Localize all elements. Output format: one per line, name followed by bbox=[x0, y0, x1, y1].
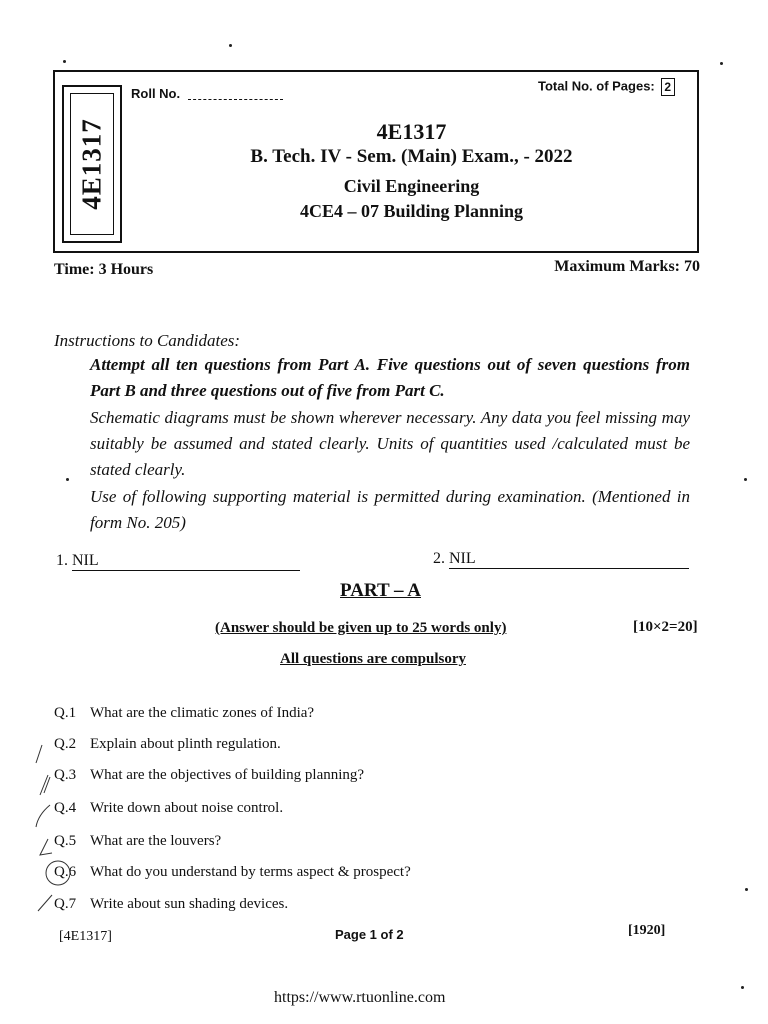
question-text: Write down about noise control. bbox=[90, 800, 284, 816]
scan-speck bbox=[66, 478, 69, 481]
scan-speck bbox=[63, 60, 66, 63]
scan-speck bbox=[744, 478, 747, 481]
question-number: Q.6 bbox=[54, 864, 77, 880]
question-text: What are the climatic zones of India? bbox=[90, 705, 315, 721]
question-4 bbox=[54, 800, 283, 817]
paper-code-box bbox=[62, 85, 122, 243]
footer-page-number: Page 1 of 2 bbox=[335, 927, 404, 942]
question-6 bbox=[54, 864, 411, 881]
roll-number-field bbox=[131, 86, 283, 101]
part-a-subtitle: (Answer should be given up to 25 words only) bbox=[215, 620, 507, 636]
paper-code: 4E1317 bbox=[376, 119, 447, 144]
question-number: Q.5 bbox=[54, 833, 77, 849]
question-text: Explain about plinth regulation. bbox=[90, 736, 281, 752]
time-allowed: Time: 3 Hours bbox=[54, 261, 154, 278]
question-number: Q.1 bbox=[54, 705, 77, 721]
instructions-supporting-material: Use of following supporting material is permitted during examination. (Mentioned in form No. 205) bbox=[90, 487, 690, 532]
total-pages bbox=[538, 78, 675, 96]
instructions-part-selection: Attempt all ten questions from Part A. Five questions out of seven questions from Part B and three questions out of five from Part C. bbox=[90, 355, 690, 400]
question-2 bbox=[54, 736, 281, 753]
question-number: Q.4 bbox=[54, 800, 77, 816]
paper-code-vertical: 4E1317 bbox=[76, 118, 107, 210]
total-pages-value: 2 bbox=[661, 78, 675, 96]
question-number: Q.3 bbox=[54, 767, 77, 783]
scan-speck bbox=[741, 986, 744, 989]
question-number: Q.2 bbox=[54, 736, 77, 752]
maximum-marks: Maximum Marks: 70 bbox=[554, 258, 700, 275]
question-5 bbox=[54, 833, 221, 850]
pen-marks bbox=[30, 735, 70, 925]
footer-url: https://www.rtuonline.com bbox=[274, 989, 446, 1006]
subject-name: 4CE4 – 07 Building Planning bbox=[299, 201, 524, 221]
material-item-2-number: 2. bbox=[433, 550, 445, 567]
scan-speck bbox=[720, 62, 723, 65]
part-a-title: PART – A bbox=[340, 580, 421, 601]
question-3 bbox=[54, 767, 364, 784]
branch-name: Civil Engineering bbox=[343, 176, 480, 196]
roll-number-label: Roll No. bbox=[131, 86, 181, 101]
question-text: What are the objectives of building planning? bbox=[90, 767, 365, 783]
footer-number: [1920] bbox=[628, 923, 666, 938]
footer-paper-code: [4E1317] bbox=[59, 929, 112, 944]
question-text: What are the louvers? bbox=[90, 833, 222, 849]
instructions-diagrams-units: Schematic diagrams must be shown wherever necessary. Any data you feel missing may suitably be assumed and stated clearly. Units of quantities used /calculated must be stated clearly. bbox=[90, 408, 690, 479]
scan-speck bbox=[229, 44, 232, 47]
material-item-1-text: NIL bbox=[72, 552, 300, 571]
material-item-1 bbox=[56, 552, 300, 571]
total-pages-label: Total No. of Pages: bbox=[538, 78, 655, 94]
question-text: What do you understand by terms aspect & prospect? bbox=[90, 864, 411, 880]
roll-number-blank bbox=[188, 99, 283, 100]
question-number: Q.7 bbox=[54, 896, 77, 912]
scan-speck bbox=[745, 888, 748, 891]
material-item-2 bbox=[433, 550, 689, 569]
exam-title: B. Tech. IV - Sem. (Main) Exam., - 2022 bbox=[250, 146, 573, 167]
part-a-note: All questions are compulsory bbox=[280, 651, 466, 667]
question-7 bbox=[54, 896, 288, 913]
part-a-marks: [10×2=20] bbox=[633, 619, 698, 635]
material-item-2-text: NIL bbox=[449, 550, 689, 569]
material-item-1-number: 1. bbox=[56, 552, 68, 569]
question-text: Write about sun shading devices. bbox=[90, 896, 289, 912]
question-1 bbox=[54, 705, 314, 722]
instructions-heading: Instructions to Candidates: bbox=[54, 331, 241, 350]
